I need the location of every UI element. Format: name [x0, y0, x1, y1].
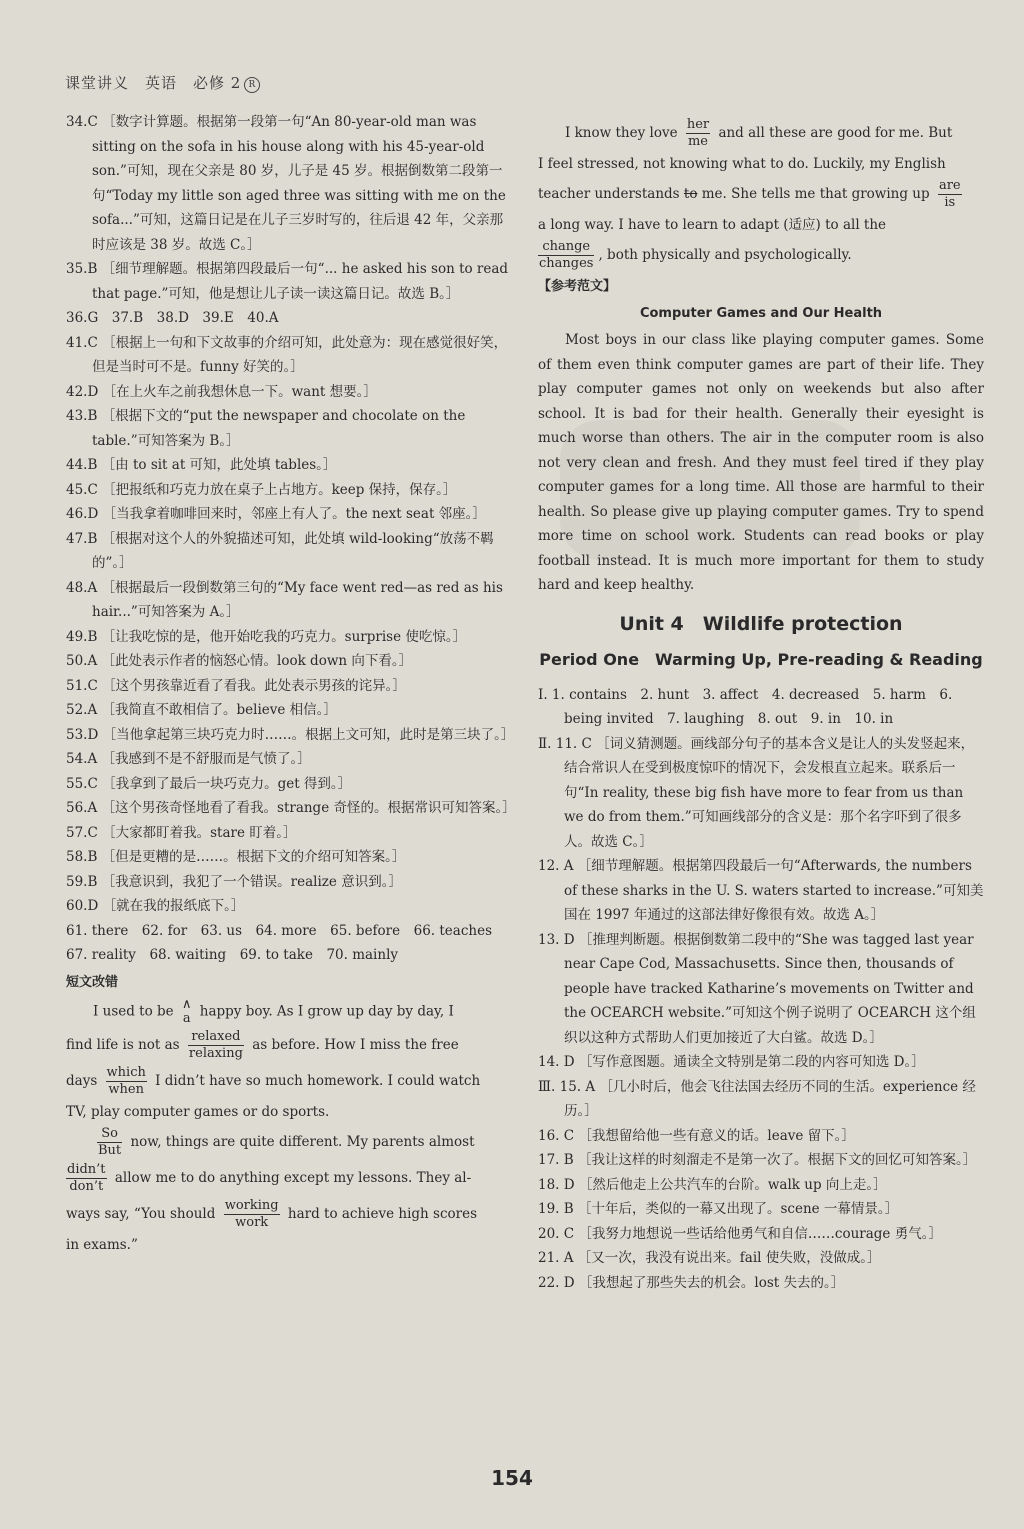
answer-item: 61. there 62. for 63. us 64. more 65. before 66. teaches — [66, 922, 493, 939]
answer-item: Ⅰ. 1. contains 2. hunt 3. affect 4. decreased 5. harm 6. being invited 7. laughing 8. out 9. in 10. in — [538, 686, 953, 727]
correction-text: teacher understands — [538, 186, 680, 202]
correction-text: allow me to do anything except my lessons. They al- — [114, 1170, 472, 1186]
answer-item: 52.A ［我简直不敢相信了。believe 相信。］ — [66, 702, 337, 718]
answer-item: 34.C ［数字计算题。根据第一段第一句“An 80-year-old man was sitting on the sofa in his house along with his 45-year-old son.”可知，现在父亲是 80 岁，儿子是 45 岁。根据倒数第二段第一句“Today my little son aged three was sitting with me on the sofa...”可知，这篇日记是在儿子三岁时写的，往后退 42 年，父亲那时应该是 38 岁。故选 C。］ — [66, 114, 506, 253]
correction-text: in exams.” — [66, 1237, 138, 1253]
answer-item: 42.D ［在上火车之前我想休息一下。want 想要。］ — [66, 383, 377, 400]
answer-item: 12. A ［细节理解题。根据第四段最后一句“Afterwards, the numbers of these sharks in the U. S. waters started to increase.”可知美国在 1997 年通过的这部法律好像很有效。故选 A。］ — [538, 858, 984, 923]
answer-item: 16. C ［我想留给他一些有意义的话。leave 留下。］ — [538, 1127, 855, 1144]
correction-text: me. She tells me that growing up — [701, 186, 930, 202]
answer-item: 19. B ［十年后，类似的一幕又出现了。scene 一幕情景。］ — [538, 1201, 899, 1217]
correction-text: I know they love — [565, 125, 678, 141]
essay-heading: 【参考范文】 — [538, 279, 617, 294]
answer-item: 21. A ［又一次，我没有说出来。fail 使失败，没做成。］ — [538, 1250, 881, 1266]
answer-item: 59.B ［我意识到，我犯了一个错误。realize 意识到。］ — [66, 873, 402, 890]
correction-text: I didn’t have so much homework. I could watch — [155, 1073, 481, 1089]
correction-fraction: $\frac{\text{relaxed}}{\text{relaxing}}$ — [188, 1029, 243, 1061]
answer-item: 43.B ［根据下文的“put the newspaper and chocolate on the table.”可知答案为 B。］ — [66, 408, 466, 449]
page-header — [65, 72, 260, 93]
correction-text: hard to achieve high scores — [287, 1206, 478, 1222]
answer-item: 17. B ［我让这样的时刻溜走不是第一次了。根据下文的回忆可知答案。］ — [538, 1152, 977, 1168]
answer-item: Ⅱ. 11. C ［词义猜测题。画线部分句子的基本含义是让人的头发竖起来，结合常识人在受到极度惊吓的情况下，会发根直立起来。联系后一句“In reality, these big fish have more to fear from us than we do from them.”可知画线部分的含义是：那个名字吓到了很多人。故选 C。］ — [538, 735, 975, 850]
answer-item: 46.D ［当我拿着咖啡回来时，邻座上有人了。the next seat 邻座。］ — [66, 506, 486, 522]
answer-item: 35.B ［细节理解题。根据第四段最后一句“... he asked his son to read that page.”可知，他是想让儿子读一读这篇日记。故选 B。］ — [66, 261, 509, 302]
correction-text: and all these are good for me. But — [718, 125, 953, 141]
correction-heading: 短文改错 — [66, 974, 119, 990]
answer-item: 54.A ［我感到不是不舒服而是气愤了。］ — [66, 751, 311, 767]
answer-item: 18. D ［然后他走上公共汽车的台阶。walk up 向上走。］ — [538, 1176, 887, 1193]
error-correction-passage — [66, 998, 512, 1256]
answer-item: Ⅲ. 15. A ［几小时后，他会飞往法国去经历不同的生活。experience 经历。］ — [538, 1078, 976, 1119]
page-number: 154 — [491, 1466, 533, 1490]
right-column — [538, 114, 984, 1295]
answer-item: 49.B ［让我吃惊的是，他开始吃我的巧克力。surprise 使吃惊。］ — [66, 628, 467, 645]
model-essay — [538, 328, 984, 598]
answer-item: 50.A ［此处表示作者的恼怒心情。look down 向下看。］ — [66, 653, 413, 669]
answer-item: 53.D ［当他拿起第三块巧克力时……。根据上文可知，此时是第三块了。］ — [66, 726, 515, 743]
correction-fraction: $\frac{\text{are}}{is}$ — [938, 178, 961, 210]
essay-body: Most boys in our class like playing computer games. Some of them even think computer games are part of their life. They play computer games not only on weekends but also after school. It is bad for their health. Generally their eyesight is much worse than others. The air in the computer room is also not very clean and fresh. And they must feel tired if they play computer games for a long time. All those are harmful to their health. So please give up playing computer games. Try to spend more time on school work. Students can read books or play football instead. It is much more important for them to study hard and keep healthy. — [538, 332, 984, 593]
answer-item: 45.C ［把报纸和巧克力放在桌子上占地方。keep 保持，保存。］ — [66, 481, 457, 498]
insertion-mark: ∧ a — [181, 997, 192, 1026]
answer-item: 51.C ［这个男孩靠近看了看我。此处表示男孩的诧异。］ — [66, 677, 406, 694]
correction-fraction: $\frac{\text{working}}{\text{work}}$ — [224, 1198, 279, 1230]
answer-item: 47.B ［根据对这个人的外貌描述可知，此处填 wild-looking“放荡不羁的”。］ — [66, 530, 494, 571]
essay-title: Computer Games and Our Health — [639, 305, 883, 321]
answer-item: 56.A ［这个男孩奇怪地看了看我。strange 奇怪的。根据常识可知答案。］ — [66, 800, 516, 816]
unit-title: Unit 4 Wildlife protection — [619, 612, 903, 635]
answer-item: 58.B ［但是更糟的是……。根据下文的介绍可知答案。］ — [66, 849, 406, 865]
answer-item: 22. D ［我想起了那些失去的机会。lost 失去的。］ — [538, 1274, 845, 1291]
correction-text: happy boy. As I grow up day by day, I — [199, 1003, 454, 1020]
correction-fraction: $\frac{\text{didn’t}}{\text{don’t}}$ — [67, 1162, 106, 1194]
correction-text: now, things are quite different. My parents almost — [130, 1134, 475, 1150]
answer-item: 36.G 37.B 38.D 39.E 40.A — [66, 310, 279, 326]
answer-item: 67. reality 68. waiting 69. to take 70. mainly — [66, 947, 399, 963]
answer-item: 44.B ［由 to sit at 可知，此处填 tables。］ — [66, 457, 337, 473]
answer-item: 20. C ［我努力地想说一些话给他勇气和自信……courage 勇气。］ — [538, 1225, 942, 1242]
correction-fraction: $\frac{\text{change}}{\text{changes}}$ — [539, 239, 594, 271]
left-column — [66, 110, 516, 1259]
answer-item: 55.C ［我拿到了最后一块巧克力。get 得到。］ — [66, 775, 352, 792]
answer-item: 41.C ［根据上一句和下文故事的介绍可知，此处意为：现在感觉很好笑，但是当时可不是。funny 好笑的。］ — [66, 334, 508, 375]
period-title: Period One Warming Up, Pre-reading & Reading — [539, 650, 983, 669]
edition-badge: R — [244, 77, 260, 93]
answer-item: 60.D ［就在我的报纸底下。］ — [66, 898, 245, 914]
header-title: 课堂讲义 英语 必修 2 — [65, 74, 242, 92]
correction-fraction: $\frac{So}{\text{But}}$ — [98, 1126, 122, 1158]
answer-item: 57.C ［大家都盯着我。stare 盯着。］ — [66, 824, 297, 841]
correction-text: ways say, “You should — [66, 1206, 216, 1222]
answer-item: 14. D ［写作意图题。通读全文特别是第二段的内容可知选 D。］ — [538, 1054, 925, 1070]
correction-text: find life is not as — [66, 1037, 180, 1053]
deleted-word: to — [683, 186, 698, 202]
correction-fraction: $\frac{\text{her}}{me}$ — [686, 117, 710, 149]
correction-text: I feel stressed, not knowing what to do. Luckily, my English — [538, 156, 946, 172]
correction-text: a long way. I have to learn to adapt (适应) to all the — [538, 217, 887, 233]
answer-item: 48.A ［根据最后一段倒数第三句的“My face went red—as red as his hair...”可知答案为 A。］ — [66, 579, 503, 620]
correction-fraction: $\frac{\text{which}}{\text{when}}$ — [106, 1065, 146, 1097]
answer-item: 13. D ［推理判断题。根据倒数第二段中的“She was tagged last year near Cape Cod, Massachusetts. Since then, thousands of people have tracked Katharine’s movements on Twitter and the OCEARCH website.”可知这个例子说明了 OCEARCH 这个组织以这种方式帮助人们更加接近了大白鲨。故选 D。］ — [538, 931, 976, 1046]
correction-text: as before. How I miss the free — [252, 1037, 459, 1053]
correction-text: TV, play computer games or do sports. — [66, 1104, 330, 1120]
correction-text: I used to be — [93, 1003, 174, 1020]
correction-text: , both physically and psychologically. — [598, 247, 852, 263]
correction-text: days — [66, 1073, 98, 1089]
error-correction-continued — [538, 117, 984, 272]
